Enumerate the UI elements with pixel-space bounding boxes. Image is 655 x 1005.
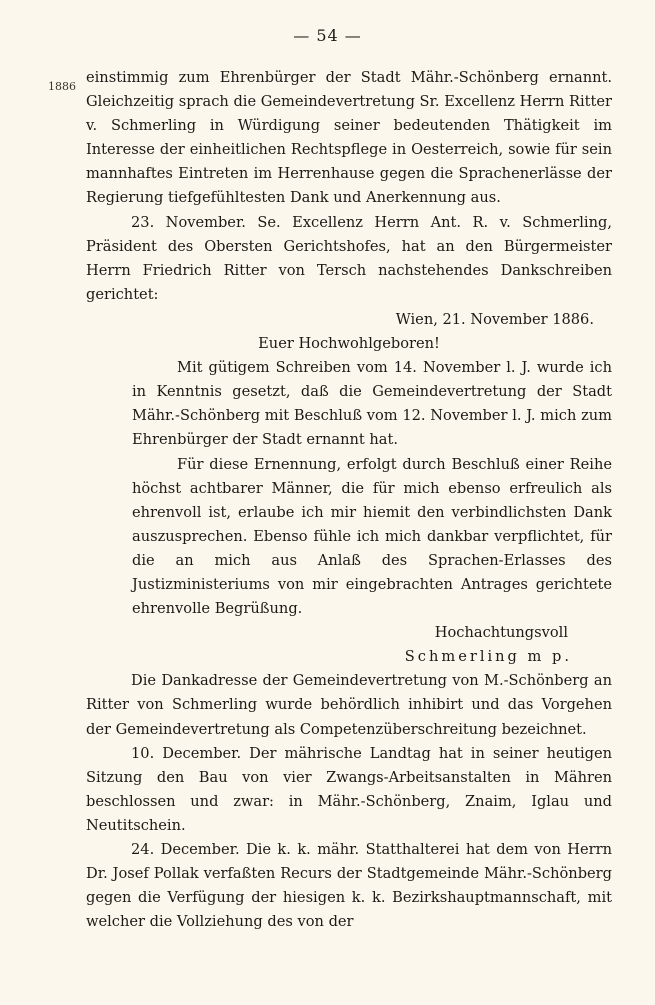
paragraph-3: Die Dankadresse der Gemeindevertretung von M.-Schönberg an Ritter von Schmerling wurde behördlich inhibirt und das Vorgehen der Gemeindevertretung als Competenzüberschreitung bezeichnet.	[86, 672, 612, 738]
body-text	[86, 66, 612, 934]
margin-year: 1886	[48, 80, 76, 93]
paragraph-2: 23. November. Se. Excellenz Herrn Ant. R. v. Schmerling, Präsident des Obersten Gerichtshofes, hat an den Bürgermeister Herrn Friedrich Ritter von Tersch nachstehendes Dankschreiben gerichtet:	[86, 213, 612, 303]
letter-salutation: Euer Hochwohlgeboren!	[258, 335, 440, 353]
paragraph-5: 24. December. Die k. k. mähr. Statthalterei hat dem von Herrn Dr. Josef Pollak verfaßten Recurs der Stadtgemeinde Mähr.-Schönberg gegen die Verfügung der hiesigen k. k. Bezirkshauptmannschaft, mit welcher die Vollziehung des von der	[86, 841, 612, 931]
page-number: — 54 —	[293, 26, 362, 45]
letter-body	[86, 356, 612, 621]
paragraph-4: 10. December. Der mährische Landtag hat in seiner heutigen Sitzung den Bau von vier Zwangs-Arbeitsanstalten in Mähren beschlossen und zwar: in Mähr.-Schönberg, Znaim, Iglau und Neutitschein.	[86, 744, 612, 834]
letter-paragraph-2: Für diese Ernennung, erfolgt durch Beschluß einer Reihe höchst achtbarer Männer, die für mich ebenso erfreulich als ehrenvoll ist, erlaube ich mir hiemit den verbindlichsten Dank auszusprechen. Ebenso fühle ich mich dankbar verpflichtet, für die an mich aus Anlaß des Sprachen-Erlasses des Justizministeriums von mir eingebrachten Antrages gerichtete ehrenvolle Begrüßung.	[132, 455, 612, 618]
letter-signature: Schmerling m p.	[404, 648, 572, 666]
letter-closing: Hochachtungsvoll	[434, 624, 568, 642]
paragraph-1: einstimmig zum Ehrenbürger der Stadt Mähr.-Schönberg ernannt. Gleichzeitig sprach die Gemeindevertretung Sr. Excellenz Herrn Ritter v. Schmerling in Würdigung seiner bedeutenden Thätigkeit im Interesse der einheitlichen Rechtspflege in Oesterreich, sowie für sein mannhaftes Eintreten im Herrenhause gegen die Sprachenerlässe der Regierung tiefgefühltesten Dank und Anerkennung aus.	[86, 69, 612, 207]
letter-date: Wien, 21. November 1886.	[395, 310, 594, 328]
letter-paragraph-1: Mit gütigem Schreiben vom 14. November l. J. wurde ich in Kenntnis gesetzt, daß die Gemeindevertretung der Stadt Mähr.-Schönberg mit Beschluß vom 12. November l. J. mich zum Ehrenbürger der Stadt ernannt hat.	[132, 359, 612, 449]
